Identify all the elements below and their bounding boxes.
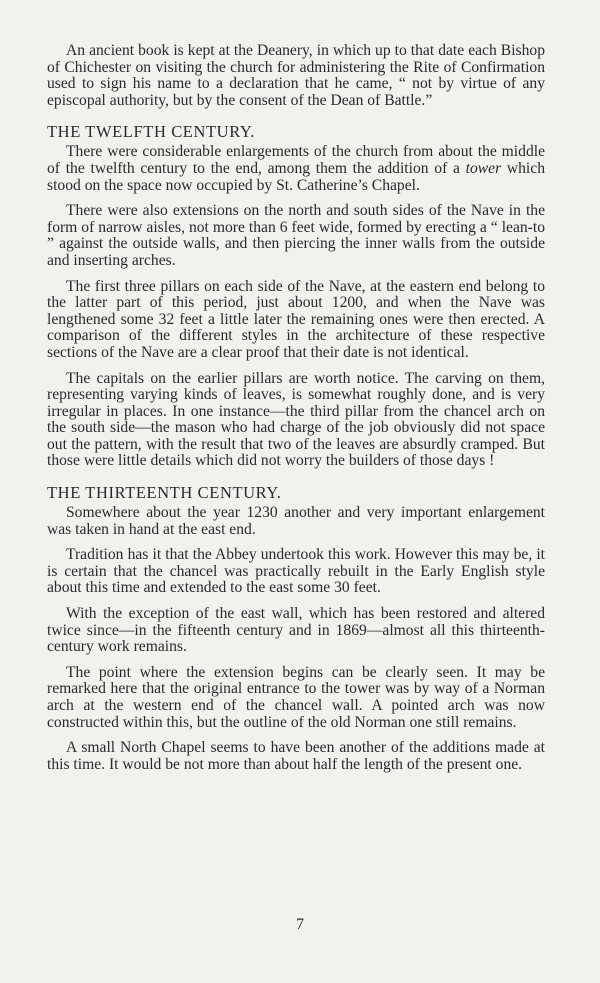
page-body (47, 43, 545, 782)
twelfth-paragraph-3: The first three pillars on each side of the Nave, at the eastern end belong to the latter part of this period, just about 1200, and when the Nave was lengthened some 32 feet a little later the remaining ones were then erected. A comparison of the different styles in the architecture of these respective sections of the Nave are a clear proof that their date is not identical. (47, 277, 545, 361)
twelfth-p1-text-a: There were considerable enlargements of the church from about the middle of the twelfth century to the end, among them the addition of a (47, 143, 545, 177)
twelfth-paragraph-1 (47, 144, 545, 194)
intro-paragraph: An ancient book is kept at the Deanery, in which up to that date each Bishop of Chichester on visiting the church for administering the Rite of Confirmation used to sign his name to a declaration that he came, “ not by virtue of any episcopal authority, but by the consent of the Dean of Battle.” (47, 42, 545, 109)
thirteenth-paragraph-4: The point where the extension begins can be clearly seen. It may be remarked here that the original entrance to the tower was by way of a Norman arch at the western end of the chancel wall. A pointed arch was now constructed within this, but the outline of the old Norman one still remains. (47, 663, 545, 731)
section-heading-twelfth-century: THE TWELFTH CENTURY. (47, 122, 256, 142)
twelfth-paragraph-2: There were also extensions on the north and south sides of the Nave in the form of narrow aisles, not more than 6 feet wide, formed by erecting a “ lean-to ” against the outside walls, and then piercing the inner walls from the outside and inserting arches. (47, 202, 545, 269)
section-heading-thirteenth-century: THE THIRTEENTH CENTURY. (47, 483, 282, 503)
page-number: 7 (296, 916, 304, 933)
twelfth-paragraph-4: The capitals on the earlier pillars are worth notice. The carving on them, representing varying kinds of leaves, is somewhat roughly done, and is very irregular in places. In one instance—the third pillar from the chancel arch on the south side—the mason who had charge of the job obviously did not space out the pattern, with the result that two of the leaves are absurdly cramped. But those were little details which did not worry the builders of those days ! (47, 369, 545, 470)
twelfth-p1-text-b: which stood on the space now occupied by St. Catherine’s Chapel. (47, 159, 545, 194)
thirteenth-paragraph-1: Somewhere about the year 1230 another and very important enlargement was taken in hand at the east end. (47, 504, 545, 538)
thirteenth-paragraph-2: Tradition has it that the Abbey undertook this work. However this may be, it is certain that the chancel was practically rebuilt in the Early English style about this time and extended to the east some 30 feet. (47, 546, 545, 597)
twelfth-p1-italic-word: tower (465, 159, 502, 177)
thirteenth-paragraph-3: With the exception of the east wall, which has been restored and altered twice since—in the fifteenth century and in 1869—almost all this thirteenth-century work remains. (47, 605, 545, 656)
thirteenth-paragraph-5: A small North Chapel seems to have been another of the additions made at this time. It would be not more than about half the length of the present one. (47, 739, 545, 773)
